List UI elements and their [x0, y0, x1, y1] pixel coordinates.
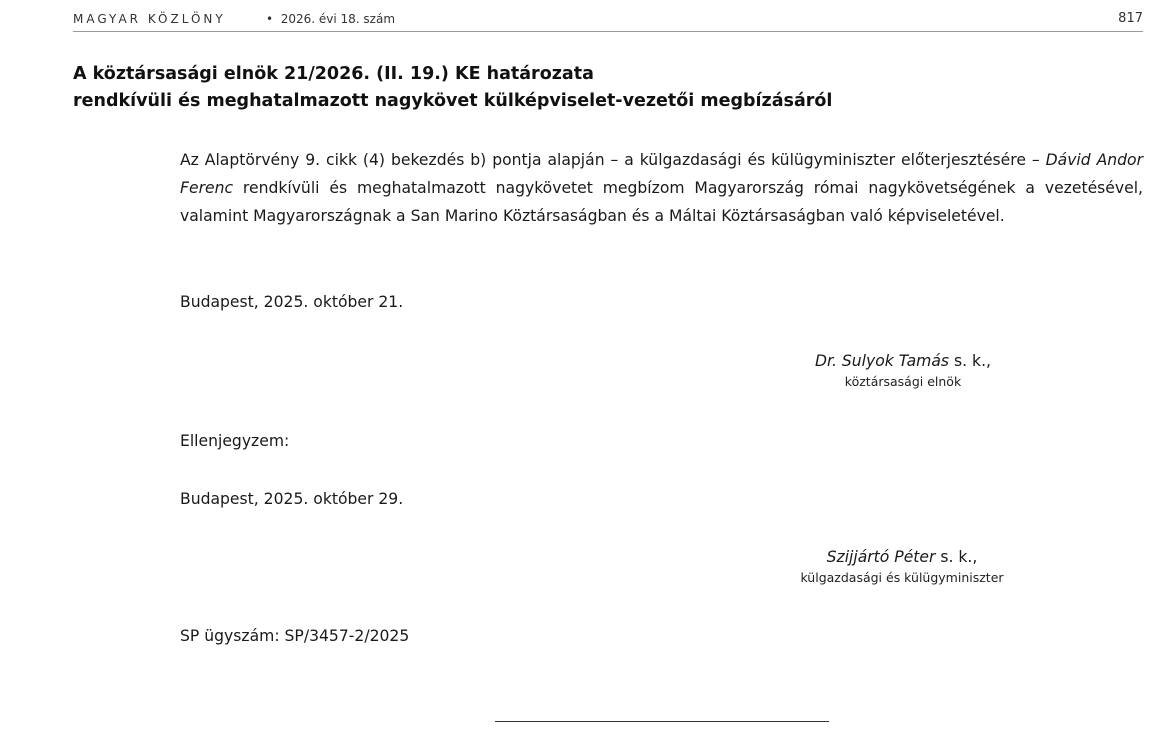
title-line-2: rendkívüli és meghatalmazott nagykövet külképviselet-vezetői megbízásáról — [73, 91, 833, 111]
title-line-1: A köztársasági elnök 21/2026. (II. 19.) KE határozata — [73, 64, 594, 84]
countersignatory-name: Szijjártó Péter — [826, 548, 936, 566]
countersignatory-name-line — [752, 548, 1052, 566]
header-separator: • — [266, 12, 274, 26]
body-part-2: rendkívüli és meghatalmazott nagykövetet megbízom Magyarország római nagykövetségének a vezetésével, valamint Magyarországnak a San Marino Köztársaságban és a Máltai Köztársaságban való képviseletével. — [180, 179, 1143, 225]
signatory-name-line — [753, 352, 1053, 370]
resolution-title — [73, 61, 1153, 115]
body-part-1: Az Alaptörvény 9. cikk (4) bekezdés b) pontja alapján – a külgazdasági és külügyminiszter előterjesztésére – — [180, 151, 1046, 169]
signatory-suffix: s. k., — [949, 352, 992, 370]
issue-number: 2026. évi 18. szám — [280, 12, 396, 26]
signature-president — [753, 352, 1053, 389]
signatory-role: köztársasági elnök — [844, 374, 962, 389]
date-countersigned: Budapest, 2025. október 29. — [180, 490, 404, 508]
page-header — [73, 11, 1143, 32]
signature-minister — [752, 548, 1052, 585]
page-number: 817 — [1118, 11, 1143, 26]
signatory-name: Dr. Sulyok Tamás — [814, 352, 950, 370]
journal-name: MAGYAR KÖZLÖNY — [73, 12, 226, 26]
closing-divider — [495, 721, 829, 722]
countersignatory-suffix: s. k., — [935, 548, 978, 566]
issue-info — [266, 12, 395, 26]
date-signed: Budapest, 2025. október 21. — [180, 293, 404, 311]
sp-case-number: SP ügyszám: SP/3457-2/2025 — [180, 627, 410, 645]
resolution-body — [180, 146, 1143, 230]
countersignatory-role: külgazdasági és külügyminiszter — [800, 570, 1004, 585]
countersign-label: Ellenjegyzem: — [180, 432, 290, 450]
ambassador-name: Dávid Andor Ferenc — [180, 151, 1143, 197]
